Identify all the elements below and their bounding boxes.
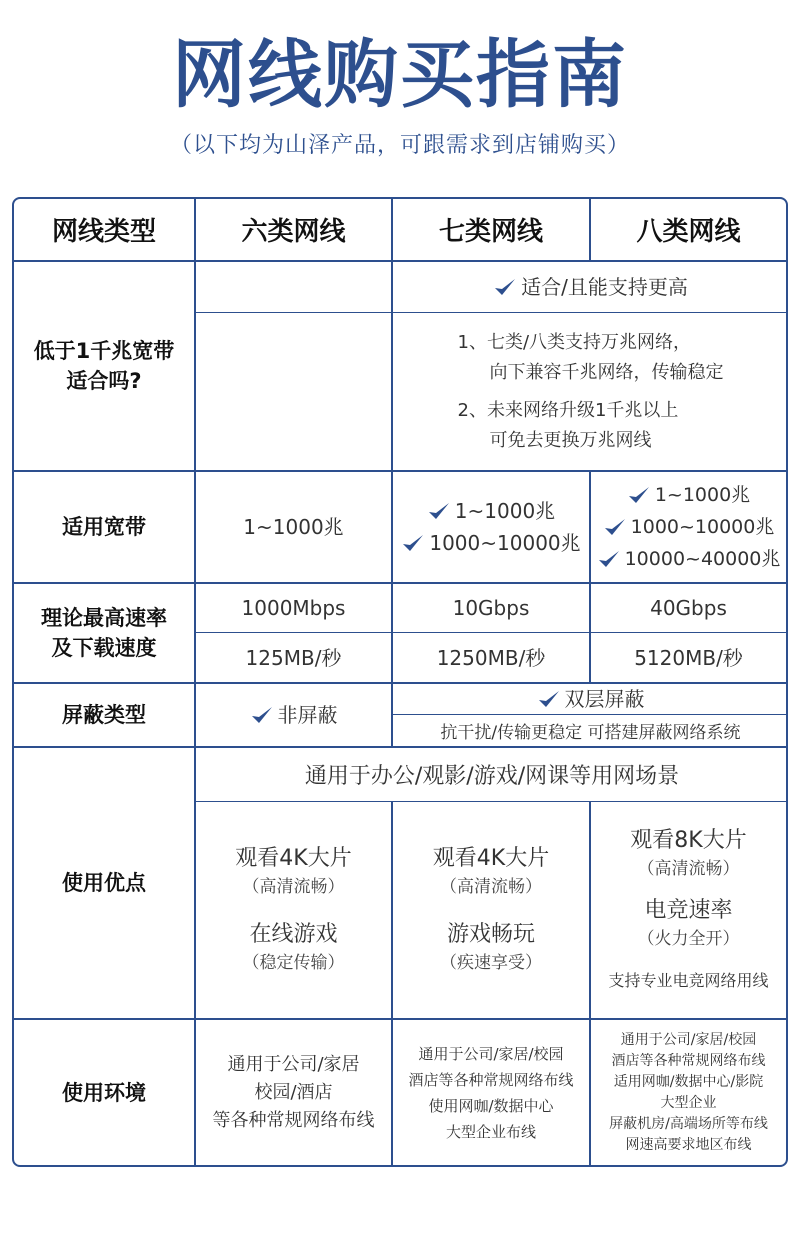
- bandwidth-value: 1~1000兆: [654, 484, 751, 506]
- row-label-gigabit: [14, 262, 194, 470]
- row-label-shield: 屏蔽类型: [62, 703, 146, 727]
- speed-rate-cat8: 40Gbps: [650, 596, 727, 620]
- header-cat6: 六类网线: [241, 217, 346, 247]
- environment-line: 通用于公司/家居: [227, 1053, 360, 1075]
- page-subtitle: （以下均为山泽产品，可跟需求到店铺购买）: [169, 133, 630, 158]
- row-label-line: 及下载速度: [51, 636, 157, 660]
- note-line: 向下兼容千兆网络，传输稳定: [489, 361, 724, 383]
- bandwidth-value: 1~1000兆: [454, 499, 556, 523]
- check-icon: [250, 704, 274, 726]
- bandwidth-cat8: [591, 472, 786, 582]
- environment-cat6: [196, 1020, 391, 1165]
- advantage-sub: （高清流畅）: [637, 858, 740, 879]
- environment-line: 适用网咖/数据中心/影院: [613, 1073, 764, 1090]
- advantage-sub: （高清流畅）: [440, 876, 542, 897]
- header-cat7: 七类网线: [438, 217, 543, 247]
- environment-cat7: [393, 1020, 589, 1165]
- advantage-note: 支持专业电竞网络用线: [608, 970, 769, 990]
- bandwidth-value: 10000~40000兆: [624, 548, 781, 570]
- advantage-item: 电竞速率: [644, 897, 733, 923]
- check-icon: [493, 276, 517, 298]
- environment-line: 大型企业布线: [445, 1122, 536, 1141]
- advantages-common: 通用于办公/观影/游戏/网课等用网场景: [304, 764, 680, 789]
- shield-note: 抗干扰/传输更稳定 可搭建屏蔽网络系统: [440, 723, 741, 743]
- download-cat6: 125MB/秒: [245, 645, 342, 670]
- check-icon: [537, 688, 561, 710]
- advantages-cat7: [393, 803, 589, 1018]
- row-label-line: 适合吗?: [66, 369, 142, 393]
- shield-cat6: [196, 684, 391, 746]
- row-label-line: 理论最高速率: [41, 606, 167, 630]
- environment-line: 酒店等各种常规网络布线: [611, 1052, 766, 1069]
- environment-line: 大型企业: [660, 1094, 717, 1111]
- row-label-environment: 使用环境: [62, 1080, 146, 1105]
- check-icon: [603, 516, 627, 538]
- page-title: 网线购买指南: [172, 32, 628, 118]
- row-label-advantages: 使用优点: [62, 871, 146, 895]
- row-label-bandwidth: 适用宽带: [62, 515, 146, 539]
- advantages-cat8: [591, 803, 786, 1018]
- check-icon: [597, 548, 621, 570]
- environment-line: 使用网咖/数据中心: [428, 1096, 554, 1115]
- shield-cat6-text: 非屏蔽: [277, 703, 338, 727]
- note-line: 1、七类/八类支持万兆网络，: [457, 331, 692, 353]
- download-cat7: 1250MB/秒: [436, 645, 546, 670]
- environment-line: 通用于公司/家居/校园: [620, 1031, 757, 1048]
- shield-cat7-cat8: [393, 684, 788, 714]
- gigabit-notes: [393, 313, 788, 470]
- environment-cat8: [591, 1020, 786, 1165]
- download-cat8: 5120MB/秒: [634, 645, 743, 670]
- row-label-speed: [14, 584, 194, 682]
- advantage-item: 观看4K大片: [235, 845, 352, 871]
- advantage-sub: （疾速享受）: [440, 952, 542, 973]
- advantage-sub: （高清流畅）: [242, 876, 345, 897]
- shield-merged-text: 双层屏蔽: [564, 687, 645, 711]
- advantage-item: 在线游戏: [249, 921, 338, 947]
- header-type: 网线类型: [51, 217, 156, 247]
- check-icon: [401, 532, 425, 554]
- bandwidth-value: 1000~10000兆: [630, 516, 775, 538]
- grid-line: [195, 801, 788, 802]
- environment-line: 酒店等各种常规网络布线: [408, 1070, 574, 1089]
- note-line: 2、未来网络升级1千兆以上: [457, 399, 679, 421]
- check-icon: [627, 484, 651, 506]
- note-line: 可免去更换万兆网线: [489, 429, 652, 451]
- gigabit-suitable-text: 适合/且能支持更高: [521, 275, 688, 299]
- environment-line: 校园/酒店: [254, 1081, 333, 1103]
- environment-line: 等各种常规网络布线: [212, 1109, 375, 1131]
- check-icon: [427, 500, 451, 522]
- row-label-line: 低于1千兆宽带: [33, 339, 175, 363]
- advantage-sub: （火力全开）: [637, 928, 740, 949]
- advantages-cat6: [196, 803, 391, 1018]
- advantage-sub: （稳定传输）: [242, 952, 345, 973]
- advantage-item: 观看4K大片: [432, 845, 550, 871]
- header-cat8: 八类网线: [636, 217, 741, 247]
- speed-rate-cat7: 10Gbps: [452, 596, 530, 620]
- bandwidth-cat7: [393, 472, 589, 582]
- bandwidth-cat6: 1~1000兆: [243, 515, 344, 539]
- bandwidth-value: 1000~10000兆: [429, 531, 581, 555]
- advantage-item: 游戏畅玩: [446, 921, 535, 947]
- environment-line: 屏蔽机房/高端场所等布线: [609, 1115, 768, 1132]
- gigabit-suitable: [393, 262, 788, 312]
- environment-line: 网速高要求地区布线: [625, 1136, 752, 1153]
- environment-line: 通用于公司/家居/校园: [418, 1044, 564, 1063]
- advantage-item: 观看8K大片: [630, 827, 747, 853]
- speed-rate-cat6: 1000Mbps: [241, 596, 346, 620]
